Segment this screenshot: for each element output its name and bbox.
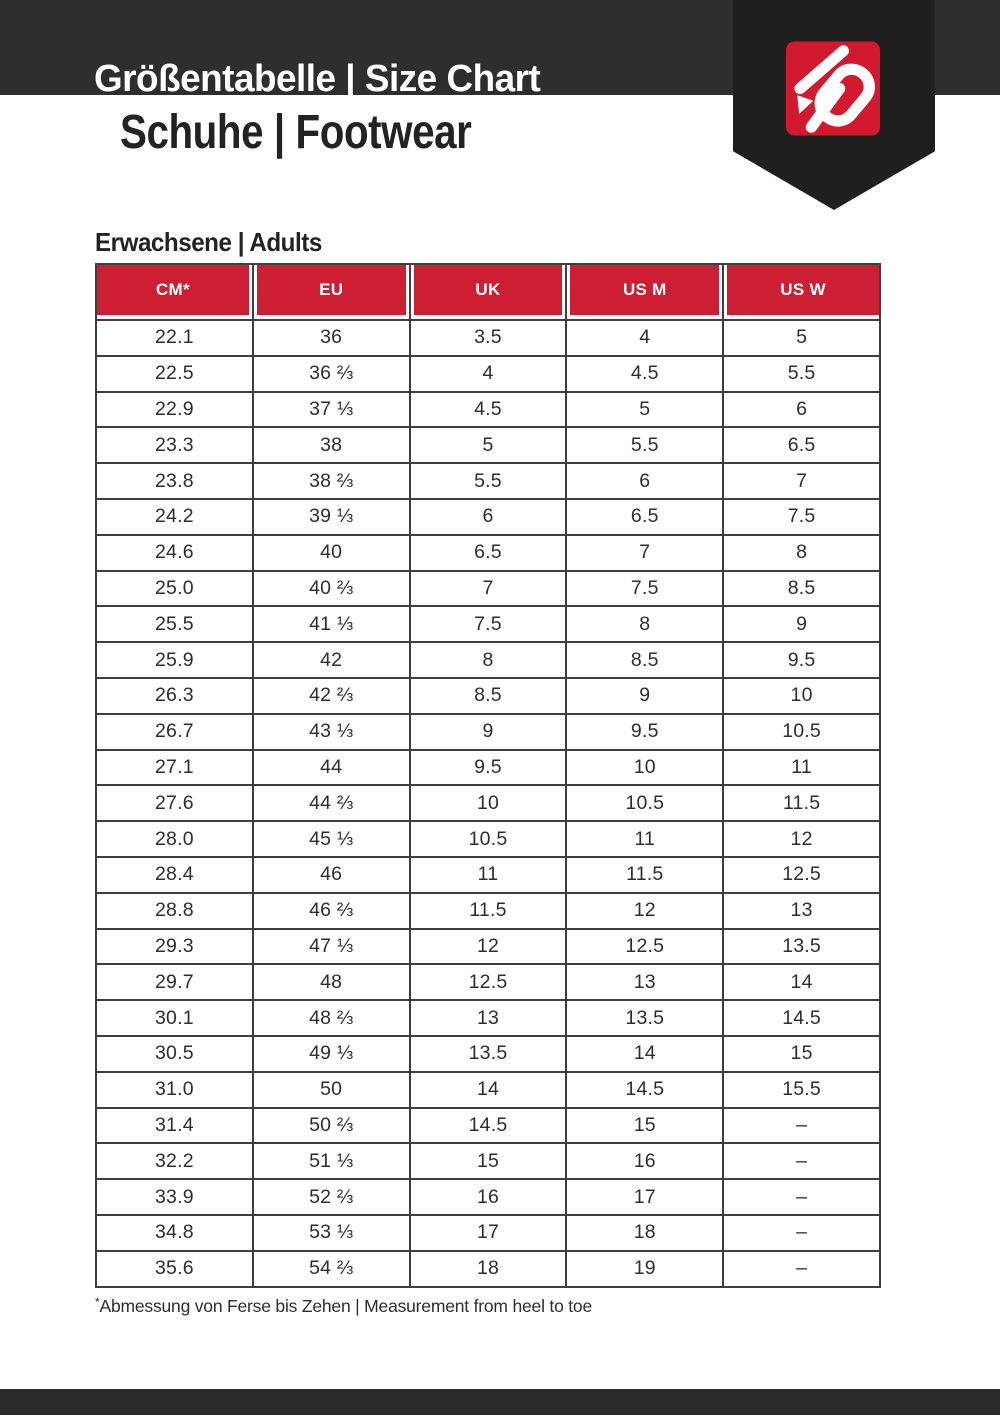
size-cell: 41 ⅓ xyxy=(253,606,410,642)
size-cell: 33.9 xyxy=(96,1179,253,1215)
table-row xyxy=(96,571,880,607)
size-cell: 30.5 xyxy=(96,1036,253,1072)
size-cell: 6.5 xyxy=(723,427,880,463)
size-cell: 9.5 xyxy=(723,642,880,678)
size-cell: 14 xyxy=(410,1072,567,1108)
size-cell: 16 xyxy=(410,1179,567,1215)
table-row xyxy=(96,1072,880,1108)
size-cell: 13 xyxy=(566,964,723,1000)
size-cell: 31.4 xyxy=(96,1108,253,1144)
size-cell: 16 xyxy=(566,1143,723,1179)
table-row xyxy=(96,320,880,356)
size-cell: 4.5 xyxy=(410,392,567,428)
column-header-us-w: US W xyxy=(723,264,880,320)
size-cell: 5.5 xyxy=(566,427,723,463)
size-cell: 3.5 xyxy=(410,320,567,356)
size-cell: 7 xyxy=(566,535,723,571)
size-cell: 10 xyxy=(410,785,567,821)
size-cell: 11.5 xyxy=(410,893,567,929)
table-row xyxy=(96,499,880,535)
table-row xyxy=(96,678,880,714)
brand-ribbon xyxy=(733,0,935,210)
size-cell: 6.5 xyxy=(566,499,723,535)
size-cell: 11 xyxy=(410,857,567,893)
size-cell: 4 xyxy=(410,356,567,392)
size-cell: 46 ⅔ xyxy=(253,893,410,929)
size-cell: 8.5 xyxy=(723,571,880,607)
size-cell: 4.5 xyxy=(566,356,723,392)
size-cell: 47 ⅓ xyxy=(253,929,410,965)
size-cell: 25.5 xyxy=(96,606,253,642)
size-cell: – xyxy=(723,1179,880,1215)
table-row xyxy=(96,1251,880,1287)
size-cell: 38 xyxy=(253,427,410,463)
size-cell: – xyxy=(723,1251,880,1287)
size-cell: 10 xyxy=(566,750,723,786)
size-cell: 48 ⅔ xyxy=(253,1000,410,1036)
size-cell: 10 xyxy=(723,678,880,714)
size-cell: 49 ⅓ xyxy=(253,1036,410,1072)
size-cell: 50 ⅔ xyxy=(253,1108,410,1144)
size-cell: 8 xyxy=(566,606,723,642)
footnote-mark: * xyxy=(95,1294,100,1309)
size-cell: 25.0 xyxy=(96,571,253,607)
size-cell: 28.8 xyxy=(96,893,253,929)
size-cell: 7.5 xyxy=(410,606,567,642)
size-cell: 23.3 xyxy=(96,427,253,463)
size-cell: 6 xyxy=(410,499,567,535)
page-subtitle: Schuhe | Footwear xyxy=(120,106,472,159)
table-row xyxy=(96,929,880,965)
size-cell: 12 xyxy=(566,893,723,929)
footnote-text: Abmessung von Ferse bis Zehen | Measurement from heel to toe xyxy=(99,1295,593,1316)
size-cell: 42 ⅔ xyxy=(253,678,410,714)
footnote xyxy=(95,1296,881,1317)
size-cell: 7 xyxy=(410,571,567,607)
size-cell: 36 xyxy=(253,320,410,356)
size-cell: 28.4 xyxy=(96,857,253,893)
size-cell: 42 xyxy=(253,642,410,678)
size-cell: 5.5 xyxy=(723,356,880,392)
table-row xyxy=(96,1143,880,1179)
table-header-row xyxy=(96,264,880,320)
size-cell: 54 ⅔ xyxy=(253,1251,410,1287)
size-cell: 13 xyxy=(723,893,880,929)
size-cell: – xyxy=(723,1215,880,1251)
table-row xyxy=(96,1000,880,1036)
size-cell: 17 xyxy=(410,1215,567,1251)
size-cell: 8.5 xyxy=(410,678,567,714)
table-row xyxy=(96,1036,880,1072)
size-cell: 11.5 xyxy=(723,785,880,821)
size-cell: 24.6 xyxy=(96,535,253,571)
size-cell: 5 xyxy=(723,320,880,356)
size-cell: 15.5 xyxy=(723,1072,880,1108)
size-cell: 23.8 xyxy=(96,463,253,499)
bottom-bar xyxy=(0,1389,1000,1415)
size-cell: 6 xyxy=(723,392,880,428)
size-cell: 9 xyxy=(723,606,880,642)
size-cell: 48 xyxy=(253,964,410,1000)
size-cell: 15 xyxy=(566,1108,723,1144)
size-cell: 8.5 xyxy=(566,642,723,678)
size-cell: 28.0 xyxy=(96,821,253,857)
table-row xyxy=(96,1179,880,1215)
size-cell: 11 xyxy=(723,750,880,786)
size-cell: 29.7 xyxy=(96,964,253,1000)
table-row xyxy=(96,750,880,786)
size-cell: 12.5 xyxy=(723,857,880,893)
column-header-cm: CM* xyxy=(96,264,253,320)
table-row xyxy=(96,356,880,392)
table-row xyxy=(96,606,880,642)
size-cell: 10.5 xyxy=(566,785,723,821)
size-table-body xyxy=(96,320,880,1287)
size-cell: 35.6 xyxy=(96,1251,253,1287)
column-header-eu: EU xyxy=(253,264,410,320)
size-cell: 9.5 xyxy=(566,714,723,750)
size-cell: 9 xyxy=(410,714,567,750)
size-cell: 8 xyxy=(723,535,880,571)
size-cell: 11 xyxy=(566,821,723,857)
size-cell: 22.9 xyxy=(96,392,253,428)
size-cell: 9 xyxy=(566,678,723,714)
size-cell: 27.1 xyxy=(96,750,253,786)
size-cell: 22.1 xyxy=(96,320,253,356)
size-cell: 5.5 xyxy=(410,463,567,499)
size-cell: 34.8 xyxy=(96,1215,253,1251)
size-cell: 7 xyxy=(723,463,880,499)
size-cell: – xyxy=(723,1108,880,1144)
size-cell: 18 xyxy=(566,1215,723,1251)
table-row xyxy=(96,535,880,571)
size-cell: 37 ⅓ xyxy=(253,392,410,428)
size-cell: 17 xyxy=(566,1179,723,1215)
size-cell: 22.5 xyxy=(96,356,253,392)
size-cell: 51 ⅓ xyxy=(253,1143,410,1179)
size-cell: 13.5 xyxy=(566,1000,723,1036)
size-cell: 29.3 xyxy=(96,929,253,965)
table-row xyxy=(96,964,880,1000)
size-cell: 14.5 xyxy=(566,1072,723,1108)
size-cell: 14.5 xyxy=(410,1108,567,1144)
table-row xyxy=(96,1108,880,1144)
size-cell: 27.6 xyxy=(96,785,253,821)
table-row xyxy=(96,714,880,750)
size-cell: 7.5 xyxy=(723,499,880,535)
size-cell: 5 xyxy=(410,427,567,463)
size-cell: 12.5 xyxy=(410,964,567,1000)
table-row xyxy=(96,1215,880,1251)
size-table xyxy=(95,263,881,1288)
size-cell: 15 xyxy=(410,1143,567,1179)
size-cell: 7.5 xyxy=(566,571,723,607)
size-cell: 46 xyxy=(253,857,410,893)
size-cell: 11.5 xyxy=(566,857,723,893)
size-cell: 39 ⅓ xyxy=(253,499,410,535)
size-cell: 6 xyxy=(566,463,723,499)
size-cell: 9.5 xyxy=(410,750,567,786)
size-cell: 40 ⅔ xyxy=(253,571,410,607)
size-cell: 25.9 xyxy=(96,642,253,678)
size-cell: 26.3 xyxy=(96,678,253,714)
size-cell: 10.5 xyxy=(723,714,880,750)
table-row xyxy=(96,821,880,857)
size-cell: 30.1 xyxy=(96,1000,253,1036)
size-cell: 19 xyxy=(566,1251,723,1287)
section-heading: Erwachsene | Adults xyxy=(95,227,322,257)
size-cell: 8 xyxy=(410,642,567,678)
page-title: Größentabelle | Size Chart xyxy=(94,58,541,100)
size-cell: 14.5 xyxy=(723,1000,880,1036)
column-header-uk: UK xyxy=(410,264,567,320)
table-row xyxy=(96,427,880,463)
size-cell: 52 ⅔ xyxy=(253,1179,410,1215)
size-cell: 44 xyxy=(253,750,410,786)
size-cell: 13.5 xyxy=(723,929,880,965)
table-row xyxy=(96,463,880,499)
size-cell: 24.2 xyxy=(96,499,253,535)
size-cell: 45 ⅓ xyxy=(253,821,410,857)
size-cell: 40 xyxy=(253,535,410,571)
size-cell: 32.2 xyxy=(96,1143,253,1179)
size-cell: 44 ⅔ xyxy=(253,785,410,821)
size-cell: 36 ⅔ xyxy=(253,356,410,392)
size-cell: 12.5 xyxy=(566,929,723,965)
size-cell: 14 xyxy=(723,964,880,1000)
size-cell: 12 xyxy=(723,821,880,857)
size-cell: 6.5 xyxy=(410,535,567,571)
size-cell: 53 ⅓ xyxy=(253,1215,410,1251)
size-cell: 13.5 xyxy=(410,1036,567,1072)
size-cell: 50 xyxy=(253,1072,410,1108)
size-cell: 12 xyxy=(410,929,567,965)
size-cell: – xyxy=(723,1143,880,1179)
five-ten-logo xyxy=(786,40,880,137)
size-cell: 38 ⅔ xyxy=(253,463,410,499)
table-row xyxy=(96,392,880,428)
size-cell: 31.0 xyxy=(96,1072,253,1108)
main-content xyxy=(95,229,881,1317)
table-row xyxy=(96,642,880,678)
size-cell: 4 xyxy=(566,320,723,356)
size-cell: 18 xyxy=(410,1251,567,1287)
size-cell: 15 xyxy=(723,1036,880,1072)
size-cell: 10.5 xyxy=(410,821,567,857)
size-cell: 43 ⅓ xyxy=(253,714,410,750)
size-cell: 26.7 xyxy=(96,714,253,750)
table-row xyxy=(96,893,880,929)
size-cell: 13 xyxy=(410,1000,567,1036)
column-header-us-m: US M xyxy=(566,264,723,320)
size-cell: 14 xyxy=(566,1036,723,1072)
table-row xyxy=(96,857,880,893)
table-row xyxy=(96,785,880,821)
size-cell: 5 xyxy=(566,392,723,428)
